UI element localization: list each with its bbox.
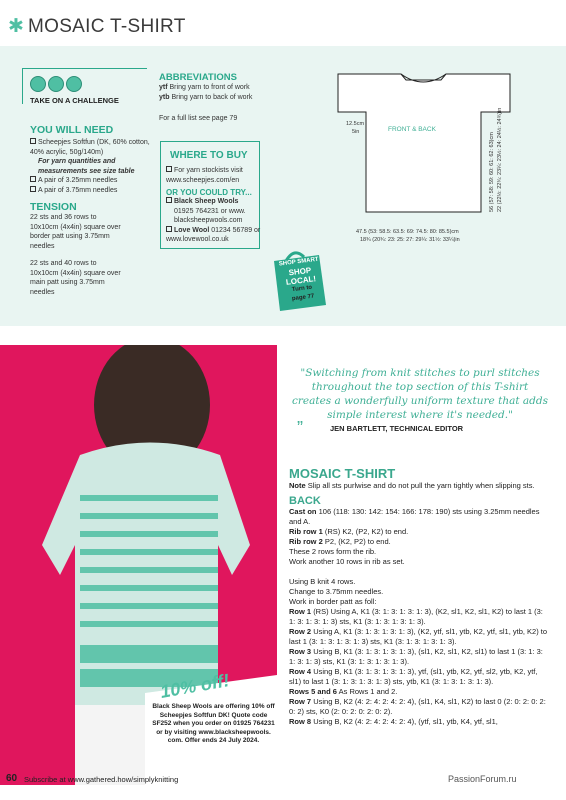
shop-item: Love Wool 01234 56789 or www.lovewool.co.uk: [166, 226, 261, 243]
challenge-label: TAKE ON A CHALLENGE: [30, 96, 119, 105]
pattern-line: Work another 10 rows in rib as set.: [289, 557, 405, 566]
pattern-row: Row 3 Using B, K1 (3: 1: 3: 1: 3: 1: 3), (sl1, K2, sl1, K2, sl1) to last 1 (3: 1: 3: 1: 3: 1: 3) sts, K1 (3: 1: 3: 1: 3: 1: 3).: [289, 647, 543, 666]
materials-item: Scheepjes Softfun (DK, 60% cotton, 40% acrylic, 50g/140m): [30, 139, 150, 156]
diagram-label: FRONT & BACK: [388, 126, 436, 133]
abbreviations-block: [159, 72, 289, 124]
where-to-buy-heading: WHERE TO BUY: [170, 150, 248, 161]
pattern-row: Row 2 Using A, K1 (3: 1: 3: 1: 3: 1: 3), (K2, ytf, sl1, ytb, K2, ytf, sl1, ytb, K2) to last 1 (3: 1: 3: 1: 3: 1: 3) sts, K1 (3: 1: 3: 1: 3: 1: 3).: [289, 627, 548, 646]
materials-column: [30, 124, 160, 297]
pattern-row: Row 1 (RS) Using A, K1 (3: 1: 3: 1: 3: 1: 3), (K2, sl1, K2, sl1, K2) to last 1 (3: 1: 3: 1: 3: 1: 3) sts, K1 (3: 1: 3: 1: 3: 1: 3).: [289, 607, 543, 626]
pattern-column: MOSAIC T-SHIRT Note Slip all sts purlwise and do not pull the yarn tightly when slipping sts. BACK Cast on 106 (118: 130: 142: 154: 166: 178: 190) sts using 3.25mm needles and A. Rib row 1 (RS) K2, (P2, K2) to end. Rib row 2 P2, (K2, P2) to end. These 2 rows form the rib. Work another 10 rows in rib as set. Using B knit 4 rows. Change to 3.75mm needles. Work in border patt as foll: Row 1 (RS) Using A, K1 (3: 1: 3: 1: 3: 1: 3), (K2, sl1, K2, sl1, K2) to last 1 (3: 1: 3: 1: 3: 1: 3) sts, K1 (3: 1: 3: 1: 3: 1: 3). Row 2 Using A, K1 (3: 1: 3: 1: 3: 1: 3), (K2, ytf, sl1, ytb, K2, ytf, sl1, ytb, K2) to last 1 (3: 1: 3: 1: 3: 1: 3) sts, K1 (3: 1: 3: 1: 3: 1: 3). Row 3 Using B, K1 (3: 1: 3: 1: 3: 1: 3), (sl1, K2, sl1, K2, sl1) to last 1 (3: 1: 3: 1: 3: 1: 3) sts, K1 (3: 1: 3: 1: 3: 1: 3). Row 4 Using B, K1 (3: 1: 3: 1: 3: 1: 3), ytf, (sl1, ytb, K2, ytf, sl2, ytb, K2, ytf, sl1) to last 1 (3: 1: 3: 1: 3: 1: 3) sts, ytb, K1 (3: 1: 3: 1: 3: 1: 3). Rows 5 and 6 As Rows 1 and 2. Row 7 Using B, K2 (4: 2: 4: 2: 4: 2: 4), (sl1, K4, sl1, K2) to last 0 (2: 0: 2: 0: 2: 0: 2) sts, K0 (2: 0: 2: 0: 2: 0: 2). Row 8 Using B, K2 (4: 2: 4: 2: 4: 2: 4), (ytf, sl1, ytb, K4, ytf, sl1,: [289, 466, 551, 727]
pattern-row: Rows 5 and 6 As Rows 1 and 2.: [289, 687, 398, 696]
abbr-text: Bring yarn to front of work: [169, 84, 250, 91]
pattern-line: Using B knit 4 rows.: [289, 577, 356, 586]
checkbox-icon: [30, 138, 36, 144]
materials-note: For yarn quantities and measurements see size table: [38, 158, 135, 175]
yarn-ball-icon: [30, 76, 46, 92]
asterisk-icon: ✱: [8, 16, 24, 37]
pattern-line: Change to 3.75mm needles.: [289, 587, 384, 596]
abbr-key: ytb: [159, 93, 170, 101]
shop-item: Black Sheep Wools: [166, 197, 286, 207]
shop-detail: 01925 764231 or www. blacksheepwools.com: [174, 207, 246, 224]
checkbox-icon: [166, 166, 172, 172]
tension-text: 22 sts and 36 rows to 10x10cm (4x4in) square over border patt using 3.75mm needles: [30, 214, 121, 250]
abbr-key: ytf: [159, 84, 168, 91]
cast-on-text: 106 (118: 130: 142: 154: 166: 178: 190) sts using 3.25mm needles and A.: [289, 507, 540, 526]
or-you-could-try-heading: OR YOU COULD TRY...: [166, 188, 252, 197]
page-title: MOSAIC T-SHIRT: [28, 16, 186, 37]
quote-credit: JEN BARTLETT, TECHNICAL EDITOR: [330, 424, 464, 433]
note-text: Slip all sts purlwise and do not pull the yarn tightly when slipping sts.: [307, 481, 535, 490]
tension-heading: TENSION: [30, 201, 77, 213]
difficulty-rating: [30, 76, 84, 97]
checkbox-icon: [166, 226, 172, 232]
abbreviations-heading: ABBREVIATIONS: [159, 72, 237, 83]
yarn-ball-icon: [48, 76, 64, 92]
page-number: 60: [6, 773, 18, 784]
back-heading: BACK: [289, 495, 321, 507]
quote-mark-icon: ”: [297, 418, 303, 438]
note-label: Note: [289, 481, 306, 490]
materials-item: A pair of 3.25mm needles: [30, 176, 160, 186]
where-to-buy-body: [166, 166, 286, 245]
page-header: [0, 0, 566, 46]
watermark: PassionForum.ru: [448, 774, 517, 784]
length-in: 22 (22½: 22¾: 23¼: 23½: 24: 24½: 24¾)in: [497, 107, 503, 212]
pattern-row: Row 4 Using B, K1 (3: 1: 3: 1: 3: 1: 3), ytf, (sl1, ytb, K2, ytf, sl2, ytb, K2, ytf, sl1) to last 1 (3: 1: 3: 1: 3: 1: 3) sts, ytb, K1 (3: 1: 3: 1: 3: 1: 3).: [289, 667, 538, 686]
pattern-line: These 2 rows form the rib.: [289, 547, 377, 556]
pattern-row: Row 8 Using B, K2 (4: 2: 4: 2: 4: 2: 4), (ytf, sl1, ytb, K4, ytf, sl1,: [289, 717, 498, 726]
offer-text: Black Sheep Wools are offering 10% off Scheepjes Softfun DK! Quote code SF252 when you order on 01925 764231 or by visiting www.blacksheepwools. com. Offer ends 24 July 2024.: [152, 703, 275, 744]
pattern-row: Row 7 Using B, K2 (4: 2: 4: 2: 4: 2: 4), (sl1, K4, sl1, K2) to last 0 (2: 0: 2: 0: 2: 0: 2) sts, K0 (2: 0: 2: 0: 2: 0: 2).: [289, 697, 546, 716]
sleeve-cm: 12.5cm: [346, 121, 365, 127]
checkbox-icon: [166, 197, 172, 203]
pattern-title: MOSAIC T-SHIRT: [289, 466, 396, 481]
pattern-line: Work in border patt as foll:: [289, 597, 377, 606]
sleeve-in: 5in: [352, 129, 360, 135]
length-cm: 56 (57: 58: 59: 60: 61: 62: 63)cm: [489, 132, 495, 212]
tension-text: 22 sts and 40 rows to 10x10cm (4x4in) square over main patt using 3.75mm needles: [30, 260, 121, 296]
width-cm: 47.5 (53: 58.5: 63.5: 69: 74.5: 80: 85.5)cm: [356, 229, 459, 235]
shop-smart-label: SHOP SMART SHOP LOCAL! Turn to page 77: [278, 256, 319, 303]
checkbox-icon: [30, 186, 36, 192]
stockist-item: For yarn stockists visit www.scheepjes.com/en: [166, 167, 243, 184]
pull-quote: "Switching from knit stitches to purl stitches throughout the top section of this T-shirt creates a wonderfully uniform texture that adds simple interest where it's needed.": [292, 367, 548, 421]
yarn-ball-icon: [66, 76, 82, 92]
you-will-need-heading: YOU WILL NEED: [30, 124, 114, 136]
materials-item: A pair of 3.75mm needles: [30, 186, 160, 196]
offer-heading: 10% off!: [158, 670, 231, 702]
checkbox-icon: [30, 176, 36, 182]
abbr-text: Bring yarn to back of work: [171, 93, 253, 101]
full-list-link[interactable]: For a full list see page 79: [159, 115, 238, 122]
subscribe-link[interactable]: Subscribe at www.gathered.how/simplyknitting: [24, 775, 179, 784]
width-in: 18¾ (20¾: 23: 25: 27: 29¼: 31½: 33¼)in: [360, 237, 460, 243]
